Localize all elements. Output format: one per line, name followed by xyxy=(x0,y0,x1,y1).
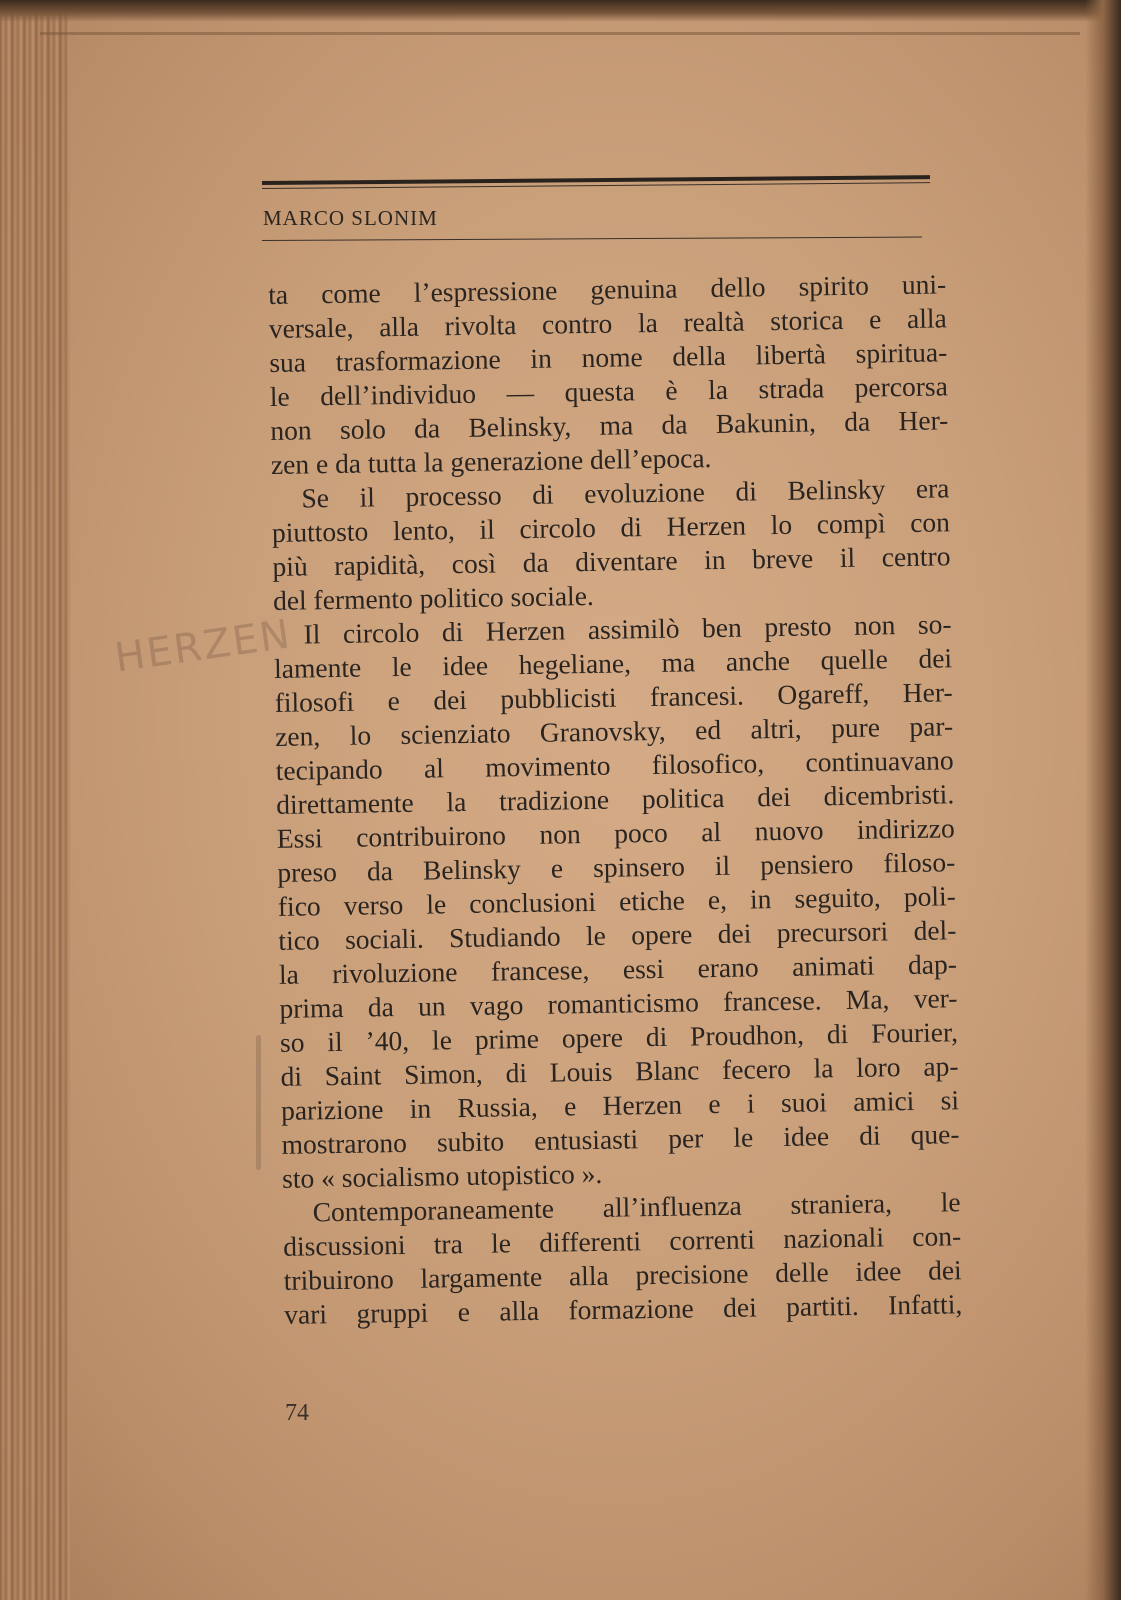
text-line: Essi contribuirono non poco al nuovo indirizzo xyxy=(276,812,955,854)
margin-pencil-mark xyxy=(256,1035,261,1170)
margin-pencil-note: HERZEN xyxy=(112,611,295,682)
text-line: di Saint Simon, di Louis Blanc fecero la loro ap- xyxy=(280,1050,959,1092)
text-line: del fermento politico sociale. xyxy=(272,579,595,616)
text-line: la rivoluzione francese, essi erano animati dap- xyxy=(278,948,958,990)
text-line: so il ’40, le prime opere di Proudhon, di Fourier, xyxy=(279,1016,959,1058)
text-line: parizione in Russia, e Herzen e i suoi amici si xyxy=(280,1084,960,1126)
text-line: più rapidità, così da diventare in breve il centro xyxy=(272,540,951,582)
text-line: sto « socialismo utopistico ». xyxy=(281,1157,603,1194)
text-line: tico sociali. Studiando le opere dei precursori del- xyxy=(278,914,957,956)
text-line: non solo da Belinsky, ma da Bakunin, da Her- xyxy=(270,404,949,446)
text-line: Se il processo di evoluzione di Belinsky era xyxy=(301,472,950,514)
right-page-edge xyxy=(1085,0,1121,1600)
page-stack-edge xyxy=(0,0,70,1600)
text-line: preso da Belinsky e spinsero il pensiero filoso- xyxy=(277,846,956,888)
text-line: piuttosto lento, il circolo di Herzen lo compì con xyxy=(271,506,951,548)
header-underline xyxy=(262,237,922,241)
text-line: tecipando al movimento filosofico, continuavano xyxy=(275,744,954,786)
text-line: tribuirono largamente alla precisione delle idee dei xyxy=(283,1254,962,1296)
body-text xyxy=(268,267,962,1332)
text-line: versale, alla rivolta contro la realtà storica e alla xyxy=(268,302,947,344)
text-line: sua trasformazione in nome della libertà spiritua- xyxy=(269,336,948,378)
text-line: vari gruppi e alla formazione dei partiti. Infatti, xyxy=(284,1288,963,1330)
text-line: le dell’individuo — questa è la strada percorsa xyxy=(269,370,949,412)
text-line: zen e da tutta la generazione dell’epoca. xyxy=(270,442,712,480)
text-line: direttamente la tradizione politica dei dicembristi. xyxy=(276,778,955,820)
text-line: Il circolo di Herzen assimilò ben presto non so- xyxy=(303,608,952,650)
text-line: discussioni tra le differenti correnti nazionali con- xyxy=(282,1220,962,1262)
text-line: ta come l’espressione genuina dello spirito uni- xyxy=(268,268,947,310)
text-line: fico verso le conclusioni etiche e, in seguito, poli- xyxy=(277,880,957,922)
top-frame-line xyxy=(40,32,1080,35)
text-line: Contemporaneamente all’influenza straniera, le xyxy=(312,1186,961,1228)
page-number: 74 xyxy=(285,1400,309,1426)
running-header: MARCO SLONIM xyxy=(263,206,438,230)
text-line: lamente le idee hegeliane, ma anche quelle dei xyxy=(273,642,953,684)
text-line: mostrarono subito entusiasti per le idee di que- xyxy=(281,1118,960,1160)
top-page-edge xyxy=(0,0,1121,22)
text-line: prima da un vago romanticismo francese. Ma, ver- xyxy=(279,982,958,1024)
text-line: filosofi e dei pubblicisti francesi. Ogareff, Her- xyxy=(274,676,953,718)
text-line: zen, lo scienziato Granovsky, ed altri, pure par- xyxy=(274,710,954,752)
